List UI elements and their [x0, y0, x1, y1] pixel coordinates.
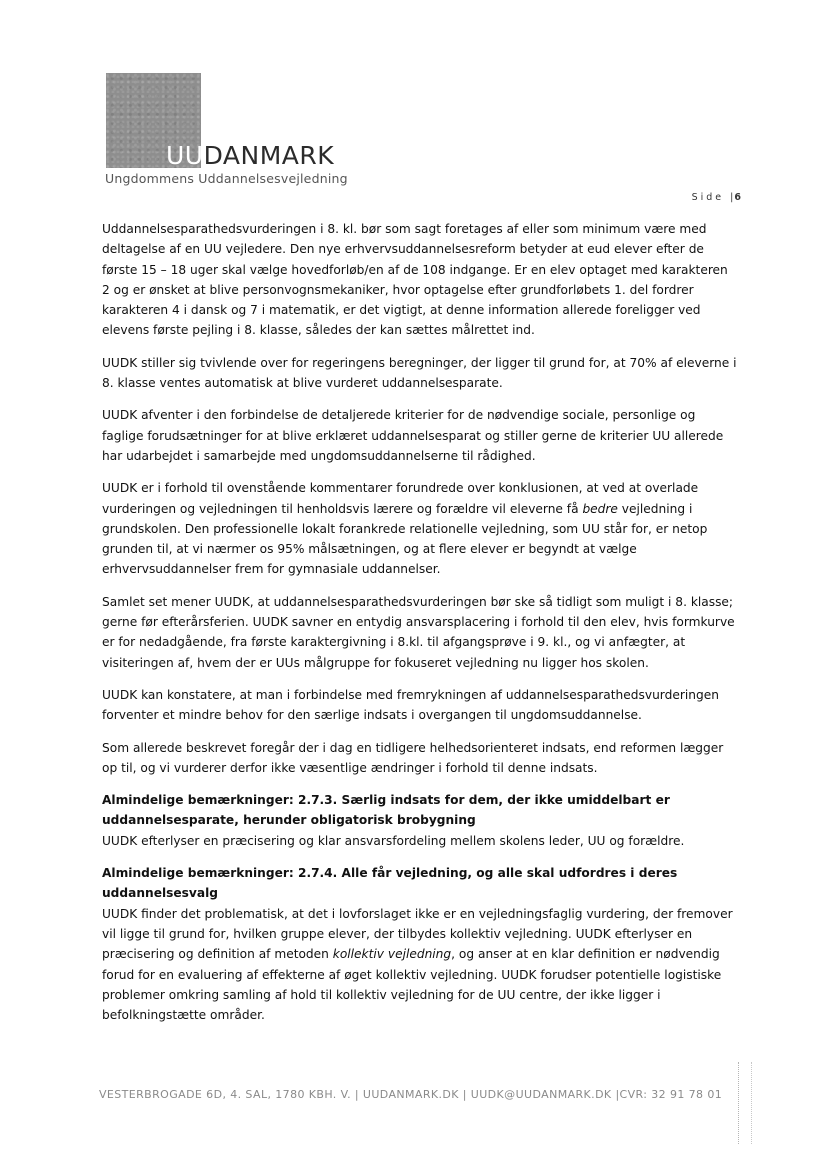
- section-text: [102, 904, 738, 1026]
- footer-address: VESTERBROGADE 6D, 4. SAL, 1780 KBH. V. | UUDANMARK.DK | UUDK@UUDANMARK.DK |CVR: 32 91 78 01: [99, 1088, 723, 1101]
- emphasis-text: bedre: [582, 501, 618, 516]
- section-2-7-4: [102, 863, 738, 1025]
- paragraph: Uddannelsesparathedsvurderingen i 8. kl. bør som sagt foretages af eller som minimum være med deltagelse af en UU vejledere. Den nye erhvervsuddannelsesreform betyder at eud elever efter de første 15 – 18 uger skal vælge hovedforløb/en af de 108 indgange. Er en elev optaget med karakteren 2 og er ønsket at blive personvognsmekaniker, hvor optagelse efter grundforløbets 1. del fordrer karakteren 4 i dansk og 7 i matematik, er det vigtigt, at denne information allerede foreligger ved elevens første pejling i 8. klasse, således der kan sættes målrettet ind.: [102, 222, 728, 338]
- paragraph: UUDK afventer i den forbindelse de detaljerede kriterier for de nødvendige sociale, personlige og faglige forudsætninger for at blive erklæret uddannelsesparat og stiller gerne de kriterier UU allerede har udarbejdet i samarbejde med ungdomsuddannelserne til rådighed.: [102, 408, 724, 463]
- paragraph: UUDK kan konstatere, at man i forbindelse med fremrykningen af uddannelsesparathedsvurderingen forventer et mindre behov for den særlige indsats i overgangen til ungdomsuddannelse.: [102, 687, 719, 723]
- page-number: Side |6: [691, 192, 744, 203]
- paragraph: [102, 478, 738, 579]
- section-text-part: , og anser at en klar definition er nødvendig forud for en evaluering af effekterne af øget kollektiv vejledning. UUDK forudser potentielle logistiske problemer omkring samling af hold til kollektiv vejledning for de UU centre, der ikke ligger i befolkningstætte områder.: [102, 947, 722, 1023]
- paragraph-text: UUDK er i forhold til ovenstående kommentarer forundrede over konklusionen, at ved at overlade vurderingen og vejledningen til henholdsvis lærere og forældre vil eleverne få: [102, 481, 699, 516]
- document-body: [102, 219, 738, 1037]
- logo-wordmark: [166, 143, 334, 168]
- section-text-part: UUDK finder det problematisk, at det i lovforslaget ikke er en vejledningsfaglig vurdering, der fremover vil ligge til grund for, hvilken gruppe elever, der tilbydes kollektiv vejledning. UUDK efterlyser en præcisering og definition af metoden: [102, 906, 733, 962]
- paragraph: UUDK stiller sig tvivlende over for regeringens beregninger, der ligger til grund for, at 70% af eleverne i 8. klasse ventes automatisk at blive vurderet uddannelsesparate.: [102, 355, 737, 391]
- section-2-7-3: [102, 790, 738, 851]
- logo-suffix: DANMARK: [203, 141, 335, 170]
- paragraph: Samlet set mener UUDK, at uddannelsesparathedsvurderingen bør ske så tidligt som muligt i 8. klasse; gerne før efterårsferien. UUDK savner en entydig ansvarsplacering i forhold til den elev, hvis formkurve er for nedadgående, fra første karaktergivning i 8.kl. til afgangsprøve i 9. kl., og vi anfægter, at visiteringen af, hvem der er UUs målgruppe for fokuseret vejledning nu ligger hos skolen.: [102, 594, 735, 670]
- section-text: UUDK efterlyser en præcisering og klar ansvarsfordeling mellem skolens leder, UU og forældre.: [102, 833, 685, 848]
- scan-artifact: [738, 1062, 752, 1144]
- logo-tagline: Ungdommens Uddannelsesvejledning: [105, 171, 348, 186]
- page-label: Side: [691, 192, 725, 203]
- section-heading: Almindelige bemærkninger: 2.7.3. Særlig indsats for dem, der ikke umiddelbart er uddannelsesparate, herunder obligatorisk brobygning: [102, 793, 670, 828]
- paragraph: Som allerede beskrevet foregår der i dag en tidligere helhedsorienteret indsats, end reformen lægger op til, og vi vurderer derfor ikke væsentlige ændringer i forhold til denne indsats.: [102, 740, 724, 775]
- logo-prefix: UU: [166, 141, 204, 170]
- paragraph-text: vejledning i grundskolen. Den professionelle lokalt forankrede relationelle vejledning, som UU står for, er netop grunden til, at vi nærmer os 95% målsætningen, og at flere elever er begyndt at vælge erhvervsuddannelser frem for gymnasiale uddannelser.: [102, 501, 708, 577]
- section-heading: Almindelige bemærkninger: 2.7.4. Alle får vejledning, og alle skal udfordres i deres uddannelsesvalg: [102, 866, 678, 901]
- emphasis-text: kollektiv vejledning: [332, 947, 452, 962]
- page-number-value: 6: [734, 192, 744, 203]
